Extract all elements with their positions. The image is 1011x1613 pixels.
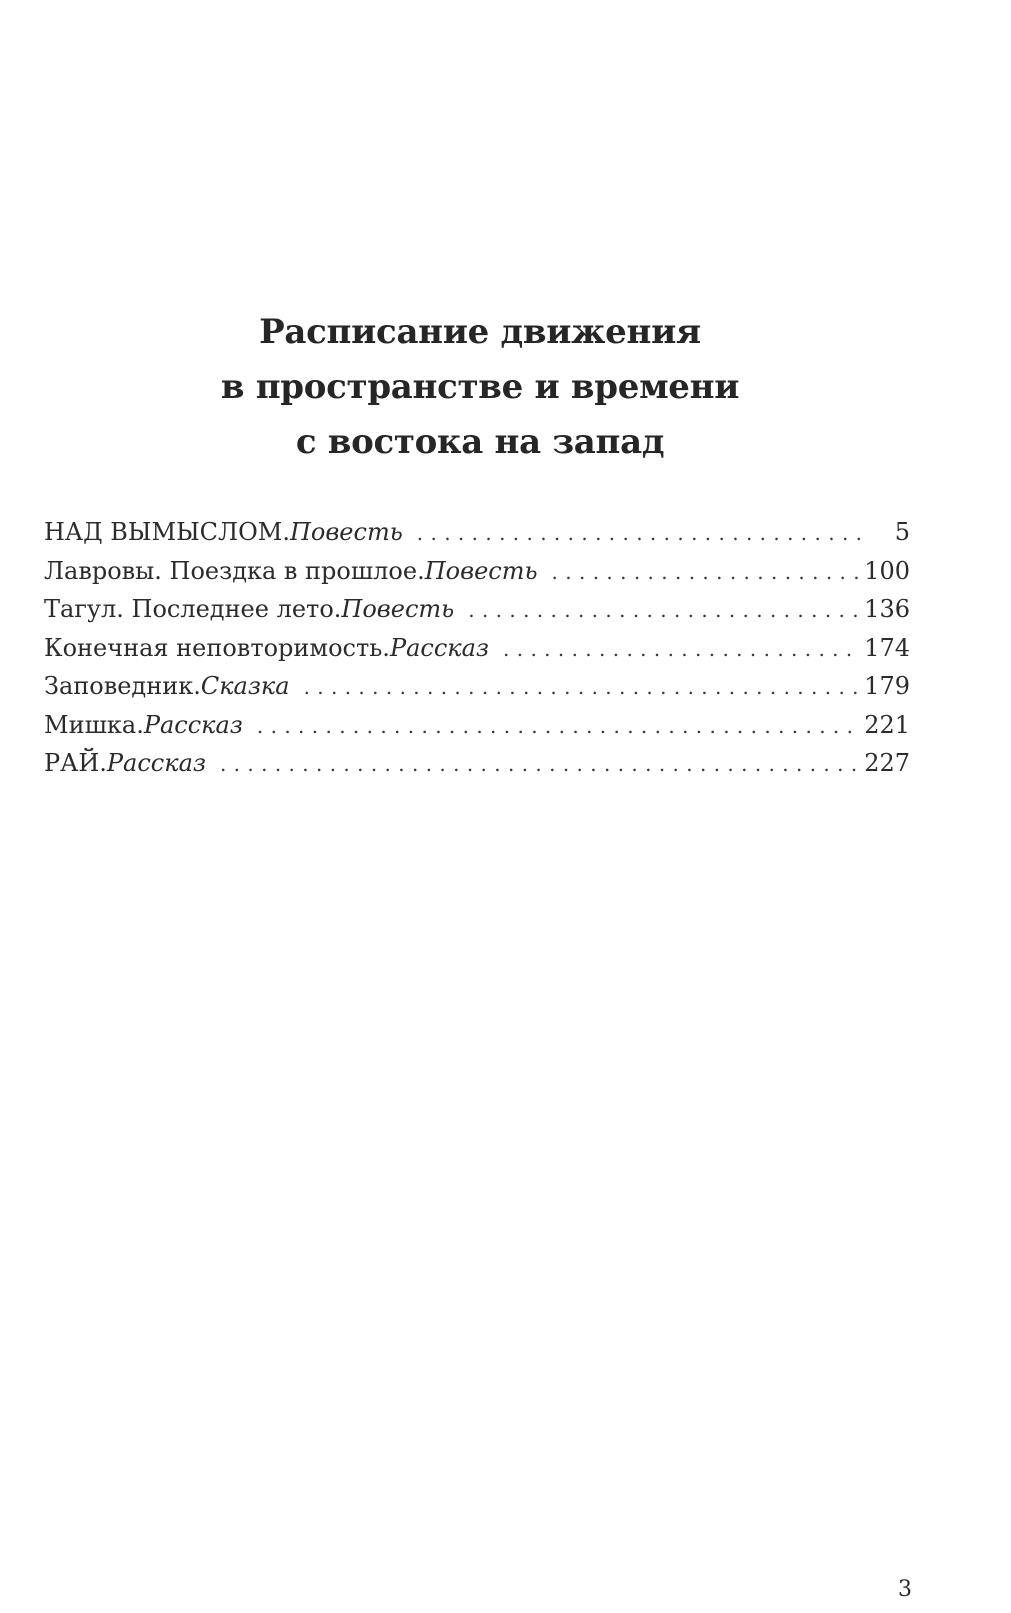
toc-entry-title: НАД ВЫМЫСЛОМ. — [44, 518, 290, 546]
toc-entry-page: 227 — [864, 749, 910, 777]
toc-entry — [44, 557, 910, 596]
toc-entry — [44, 634, 910, 673]
toc-entry-title: Тагул. Последнее лето. — [44, 595, 342, 623]
toc-entry — [44, 518, 910, 557]
toc-entry — [44, 595, 910, 634]
toc-entry-page: 221 — [864, 710, 910, 739]
page-number: 3 — [898, 1577, 912, 1602]
dot-leader — [468, 598, 858, 622]
toc-entry-genre: Повесть — [341, 595, 455, 623]
dot-leader — [257, 714, 858, 738]
toc-entry-page: 100 — [864, 556, 910, 585]
toc-entry — [44, 672, 910, 711]
toc-entry-page: 136 — [864, 595, 910, 623]
toc-entry-genre: Рассказ — [389, 633, 490, 662]
toc-entry-title: Конечная неповторимость. — [44, 633, 390, 662]
toc-entry-title: Мишка. — [44, 710, 144, 739]
toc-entry — [44, 749, 910, 788]
dot-leader — [417, 521, 864, 545]
dot-leader — [304, 675, 859, 699]
table-of-contents — [44, 518, 910, 788]
toc-entry-genre: Сказка — [200, 672, 290, 700]
toc-entry-title: Заповедник. — [44, 672, 201, 700]
dot-leader — [552, 560, 859, 584]
toc-entry — [44, 711, 910, 750]
toc-entry-page: 174 — [864, 633, 910, 662]
dot-leader — [503, 637, 858, 661]
title-line-2: в пространстве и времени — [220, 367, 740, 407]
contents-title — [0, 305, 960, 470]
toc-entry-title: Лавровы. Поездка в прошлое. — [44, 556, 425, 585]
title-line-1: Расписание движения — [259, 312, 701, 352]
toc-entry-genre: Рассказ — [106, 749, 206, 777]
toc-entry-genre: Рассказ — [143, 710, 243, 739]
title-line-3: с востока на запад — [295, 422, 665, 462]
dot-leader — [220, 752, 858, 776]
toc-entry-title: РАЙ. — [44, 749, 107, 777]
toc-entry-genre: Повесть — [289, 518, 403, 546]
toc-entry-genre: Повесть — [424, 556, 538, 585]
toc-entry-page: 179 — [864, 672, 910, 700]
toc-entry-page: 5 — [894, 518, 910, 546]
